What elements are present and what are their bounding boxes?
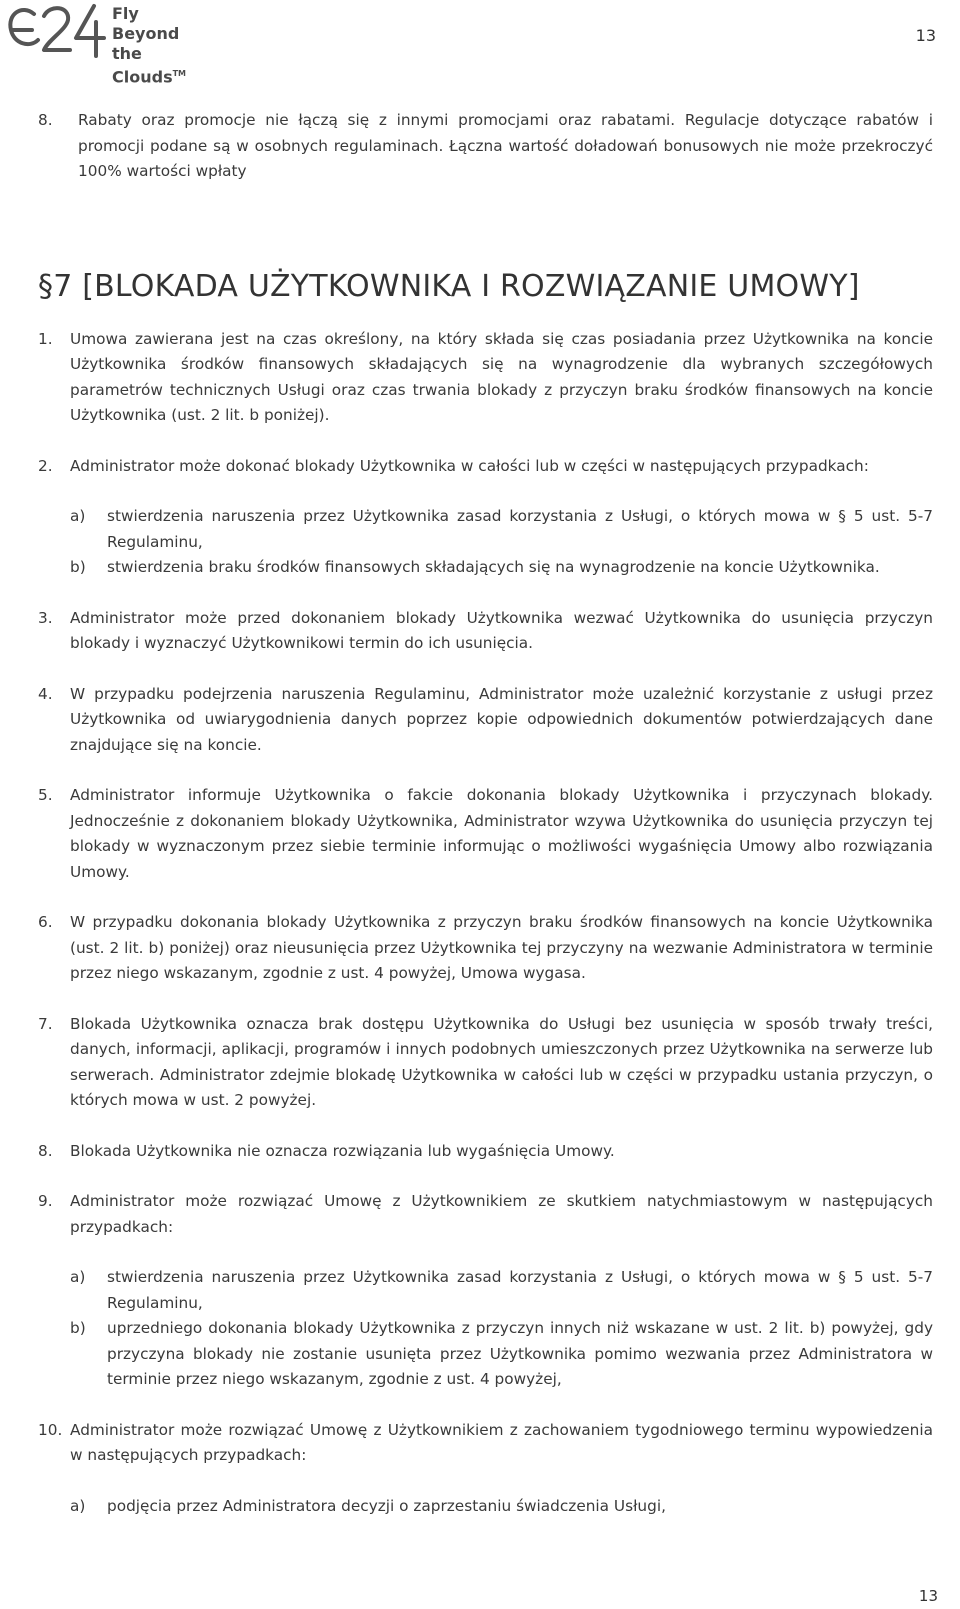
sub-item-2a — [70, 504, 933, 555]
item-number: 8. — [38, 1141, 53, 1160]
sub-item-text: uprzedniego dokonania blokady Użytkownika z przyczyn innych niż wskazane w ust. 2 lit. b) powyżej, gdy przyczyna blokady nie zostanie usunięta przez Użytkownika pomimo wezwania przez Administratora w terminie przez niego wskazanym, zgodnie z ust. 4 powyżej, — [107, 1319, 933, 1388]
logo-tagline — [112, 4, 214, 87]
sub-item-10a — [70, 1494, 933, 1520]
list-item-2 — [38, 454, 933, 480]
item-text: Administrator informuje Użytkownika o fakcie dokonania blokady Użytkownika i przyczynach blokady. Jednocześnie z dokonaniem blokady Użytkownika, Administrator wzywa Użytkownika do usunięcia przyczyn tej blokady w wyznaczonym przez siebie terminie informując o możliwości wygaśnięcia Umowy albo rozwiązania Umowy. — [70, 786, 933, 881]
e24-logo-icon — [4, 2, 108, 62]
list-item-7 — [38, 1012, 933, 1114]
item-text: Rabaty oraz promocje nie łączą się z innymi promocjami oraz rabatami. Regulacje dotyczące rabatów i promocji podane są w osobnych regulaminach. Łączna wartość doładowań bonusowych nie może przekroczyć 100% wartości wpłaty — [78, 111, 933, 180]
item-text: Administrator może przed dokonaniem blokady Użytkownika wezwać Użytkownika do usunięcia przyczyn blokady i wyznaczyć Użytkownikowi termin do ich usunięcia. — [70, 608, 933, 652]
list-item-6 — [38, 910, 933, 987]
item-number: 6. — [38, 913, 53, 931]
item-text: Administrator może rozwiązać Umowę z Użytkownikiem ze skutkiem natychmiastowym w następujących przypadkach: — [70, 1192, 933, 1236]
item-number: 7. — [38, 1014, 53, 1033]
item-number: 3. — [38, 608, 53, 627]
item-text: Umowa zawierana jest na czas określony, na który składa się czas posiadania przez Użytkownika na koncie Użytkownika środków finansowych składających się na wynagrodzenie dla wybranych szczegółowych parametrów technicznych Usługi oraz czas trwania blokady z przyczyn braku środków finansowych na koncie Użytkownika (ust. 2 lit. b poniżej). — [70, 329, 933, 424]
prev-section-item-8 — [38, 108, 933, 185]
item-text: W przypadku dokonania blokady Użytkownika z przyczyn braku środków finansowych na koncie Użytkownika (ust. 2 lit. b) poniżej) oraz nieusunięcia przez Użytkownika tej przyczyny na wezwanie Administratora w terminie przez niego wskazanym, zgodnie z ust. 4 powyżej, Umowa wygasa. — [70, 913, 933, 982]
page-header — [0, 0, 960, 87]
list-item-8 — [38, 1139, 933, 1165]
item-text: Blokada Użytkownika nie oznacza rozwiązania lub wygaśnięcia Umowy. — [70, 1141, 615, 1160]
item-text: Administrator może dokonać blokady Użytkownika w całości lub w części w następujących przypadkach: — [70, 456, 869, 475]
list-item-1 — [38, 327, 933, 429]
logo-line-clouds: the Clouds — [112, 44, 173, 87]
item-text: Blokada Użytkownika oznacza brak dostępu Użytkownika do Usługi bez usunięcia w sposób trwały treści, danych, informacji, aplikacji, programów i innych podobnych umieszczonych przez Użytkownika na serwerze lub serwerach. Administrator zdejmie blokadę Użytkownika w całości lub w części w przypadku ustania przyczyn, o których mowa w ust. 2 powyżej. — [70, 1014, 933, 1109]
item-number: 10. — [38, 1420, 63, 1439]
sub-item-9a — [70, 1265, 933, 1316]
item-number: 5. — [38, 786, 53, 804]
sub-item-2b — [70, 555, 933, 581]
sub-item-letter: a) — [70, 507, 86, 525]
sub-item-letter: b) — [70, 1319, 86, 1337]
sub-item-9b — [70, 1316, 933, 1393]
page-number-bottom: 13 — [918, 1587, 938, 1605]
list-item-9 — [38, 1189, 933, 1240]
item-number: 4. — [38, 684, 53, 703]
item-number: 2. — [38, 456, 53, 475]
list-item-3 — [38, 606, 933, 657]
item-number: 9. — [38, 1192, 53, 1210]
logo-line-fly: Fly — [112, 4, 139, 23]
item-number: 8. — [38, 111, 53, 129]
list-item-4 — [38, 682, 933, 759]
document-body — [38, 108, 933, 1519]
list-item-10 — [38, 1418, 933, 1469]
item-text: Administrator może rozwiązać Umowę z Użytkownikiem z zachowaniem tygodniowego terminu wypowiedzenia w następujących przypadkach: — [70, 1420, 933, 1464]
logo-line-beyond: Beyond — [112, 24, 180, 43]
sub-item-letter: a) — [70, 1496, 86, 1515]
section-title: §7 [BLOKADA UŻYTKOWNIKA I ROZWIĄZANIE UMOWY] — [38, 268, 860, 304]
item-text: W przypadku podejrzenia naruszenia Regulaminu, Administrator może uzależnić korzystanie z usługi przez Użytkownika od uwiarygodnienia danych poprzez kopie odpowiednich dokumentów potwierdzających dane znajdujące się na koncie. — [70, 684, 933, 754]
sub-item-text: stwierdzenia naruszenia przez Użytkownika zasad korzystania z Usługi, o których mowa w § 5 ust. 5-7 Regulaminu, — [107, 507, 933, 551]
item-number: 1. — [38, 329, 53, 348]
company-logo — [4, 2, 214, 87]
sub-item-letter: b) — [70, 558, 86, 576]
page-number-top: 13 — [915, 26, 936, 45]
sub-item-text: podjęcia przez Administratora decyzji o zaprzestaniu świadczenia Usługi, — [107, 1496, 666, 1515]
list-item-5 — [38, 783, 933, 885]
sub-item-letter: a) — [70, 1268, 86, 1286]
logo-trademark: TM — [172, 69, 187, 78]
sub-item-text: stwierdzenia braku środków finansowych składających się na wynagrodzenie na koncie Użytkownika. — [107, 558, 880, 576]
sub-item-text: stwierdzenia naruszenia przez Użytkownika zasad korzystania z Usługi, o których mowa w § 5 ust. 5-7 Regulaminu, — [107, 1268, 933, 1312]
